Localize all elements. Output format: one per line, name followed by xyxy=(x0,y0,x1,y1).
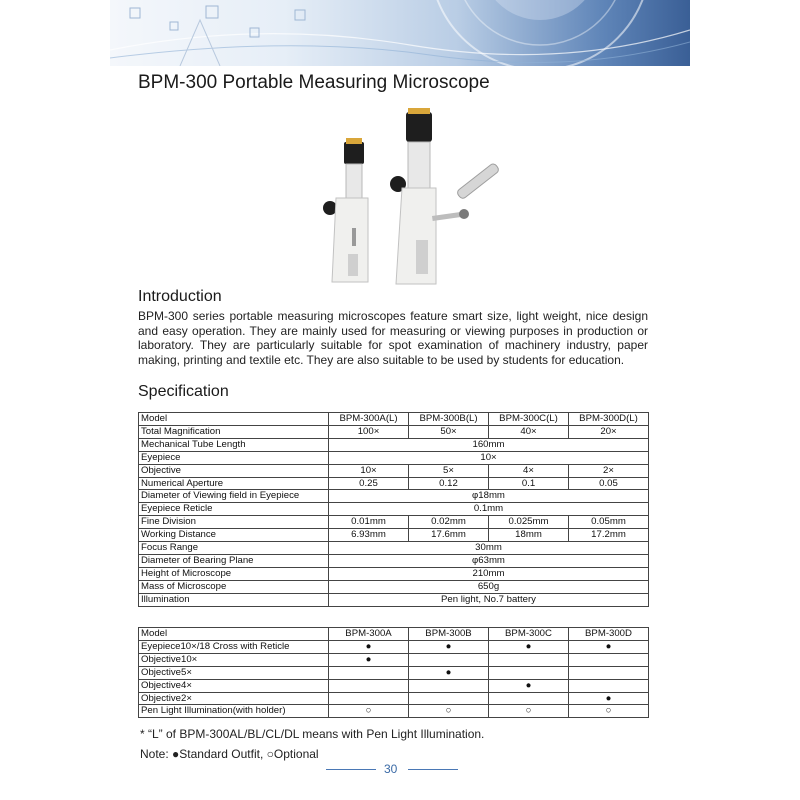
table-cell: 0.12 xyxy=(409,477,489,490)
table-cell: 650g xyxy=(329,580,649,593)
microscope-large-image xyxy=(390,108,500,284)
table-row xyxy=(139,503,649,516)
page-number: 30 xyxy=(384,762,398,776)
table-row xyxy=(139,692,649,705)
introduction-heading: Introduction xyxy=(138,288,222,305)
column-header-model: BPM-300C(L) xyxy=(489,413,569,426)
table-cell: 0.02mm xyxy=(409,516,489,529)
table-row xyxy=(139,679,649,692)
table-cell: ● xyxy=(329,640,409,653)
table-row xyxy=(139,705,649,718)
table-cell: 100× xyxy=(329,425,409,438)
table-row xyxy=(139,490,649,503)
row-label: Objective10× xyxy=(139,653,329,666)
table-header-row xyxy=(139,628,649,641)
table-cell: 0.025mm xyxy=(489,516,569,529)
table-cell: 18mm xyxy=(489,529,569,542)
table-cell: 5× xyxy=(409,464,489,477)
table-cell: ○ xyxy=(329,705,409,718)
table-row xyxy=(139,640,649,653)
row-label: Pen Light Illumination(with holder) xyxy=(139,705,329,718)
row-label: Eyepiece xyxy=(139,451,329,464)
table-cell: 2× xyxy=(569,464,649,477)
table-header-row xyxy=(139,413,649,426)
column-header-label: Model xyxy=(139,628,329,641)
table-cell: 17.2mm xyxy=(569,529,649,542)
table-cell: ● xyxy=(569,692,649,705)
column-header-model: BPM-300C xyxy=(489,628,569,641)
table-cell: φ63mm xyxy=(329,554,649,567)
legend-note: Note: ●Standard Outfit, ○Optional xyxy=(140,747,319,761)
table-cell xyxy=(409,653,489,666)
row-label: Fine Division xyxy=(139,516,329,529)
table-cell: 210mm xyxy=(329,567,649,580)
column-header-model: BPM-300D(L) xyxy=(569,413,649,426)
table-row xyxy=(139,666,649,679)
table-row xyxy=(139,529,649,542)
table-row xyxy=(139,542,649,555)
table-cell: 0.1 xyxy=(489,477,569,490)
table-cell: 6.93mm xyxy=(329,529,409,542)
table-row xyxy=(139,451,649,464)
table-cell: 17.6mm xyxy=(409,529,489,542)
table-row xyxy=(139,593,649,606)
page-number-rule-right xyxy=(408,769,458,770)
table-cell xyxy=(329,679,409,692)
row-label: Objective4× xyxy=(139,679,329,692)
header-banner xyxy=(110,0,690,66)
table-cell xyxy=(569,666,649,679)
row-label: Objective xyxy=(139,464,329,477)
table-cell xyxy=(489,666,569,679)
table-cell xyxy=(489,653,569,666)
row-label: Mass of Microscope xyxy=(139,580,329,593)
row-label: Objective5× xyxy=(139,666,329,679)
row-label: Working Distance xyxy=(139,529,329,542)
column-header-model: BPM-300A xyxy=(329,628,409,641)
table-cell: 0.01mm xyxy=(329,516,409,529)
table-cell xyxy=(329,666,409,679)
footnote: * “L” of BPM-300AL/BL/CL/DL means with Pen Light Illumination. xyxy=(140,727,485,741)
row-label: Total Magnification xyxy=(139,425,329,438)
table-cell: 10× xyxy=(329,451,649,464)
table-cell xyxy=(569,679,649,692)
introduction-text: BPM-300 series portable measuring microscopes feature smart size, light weight, nice design and easy operation. They are mainly used for measuring or viewing purposes in production or laboratory. They are particularly suitable for spot examination of machinery industry, paper making, printing and textile etc. They are also suitable to be used by students for education. xyxy=(138,309,648,367)
row-label: Diameter of Bearing Plane xyxy=(139,554,329,567)
row-label: Eyepiece10×/18 Cross with Reticle xyxy=(139,640,329,653)
page-number-rule-left xyxy=(326,769,376,770)
table-cell: 0.05mm xyxy=(569,516,649,529)
row-label: Eyepiece Reticle xyxy=(139,503,329,516)
table-cell xyxy=(409,692,489,705)
table-row xyxy=(139,464,649,477)
outfit-table xyxy=(138,627,649,718)
table-cell: 0.05 xyxy=(569,477,649,490)
column-header-model: BPM-300A(L) xyxy=(329,413,409,426)
row-label: Objective2× xyxy=(139,692,329,705)
table-cell: 20× xyxy=(569,425,649,438)
column-header-model: BPM-300B(L) xyxy=(409,413,489,426)
table-cell: 4× xyxy=(489,464,569,477)
table-cell: ● xyxy=(329,653,409,666)
row-label: Mechanical Tube Length xyxy=(139,438,329,451)
table-cell: 50× xyxy=(409,425,489,438)
specification-heading: Specification xyxy=(138,383,229,400)
product-photo xyxy=(318,104,518,290)
table-cell: 10× xyxy=(329,464,409,477)
table-cell: Pen light, No.7 battery xyxy=(329,593,649,606)
table-row xyxy=(139,438,649,451)
table-row xyxy=(139,567,649,580)
table-cell: ● xyxy=(489,640,569,653)
column-header-model: BPM-300B xyxy=(409,628,489,641)
table-cell: ● xyxy=(409,666,489,679)
table-cell: 160mm xyxy=(329,438,649,451)
specification-table xyxy=(138,412,649,607)
table-cell: 40× xyxy=(489,425,569,438)
table-cell: ○ xyxy=(489,705,569,718)
table-row xyxy=(139,477,649,490)
table-cell: ● xyxy=(489,679,569,692)
table-row xyxy=(139,554,649,567)
row-label: Illumination xyxy=(139,593,329,606)
row-label: Numerical Aperture xyxy=(139,477,329,490)
table-cell: ○ xyxy=(409,705,489,718)
table-row xyxy=(139,425,649,438)
table-cell: ● xyxy=(409,640,489,653)
page-title: BPM-300 Portable Measuring Microscope xyxy=(138,72,490,93)
banner-graphic xyxy=(110,0,690,66)
row-label: Height of Microscope xyxy=(139,567,329,580)
table-row xyxy=(139,653,649,666)
table-row xyxy=(139,580,649,593)
table-cell xyxy=(409,679,489,692)
row-label: Focus Range xyxy=(139,542,329,555)
table-cell: ○ xyxy=(569,705,649,718)
table-cell xyxy=(489,692,569,705)
column-header-label: Model xyxy=(139,413,329,426)
table-row xyxy=(139,516,649,529)
table-cell xyxy=(569,653,649,666)
table-cell: φ18mm xyxy=(329,490,649,503)
table-cell xyxy=(329,692,409,705)
table-cell: ● xyxy=(569,640,649,653)
table-cell: 0.1mm xyxy=(329,503,649,516)
table-cell: 30mm xyxy=(329,542,649,555)
microscope-small-image xyxy=(323,138,368,282)
column-header-model: BPM-300D xyxy=(569,628,649,641)
row-label: Diameter of Viewing field in Eyepiece xyxy=(139,490,329,503)
table-cell: 0.25 xyxy=(329,477,409,490)
